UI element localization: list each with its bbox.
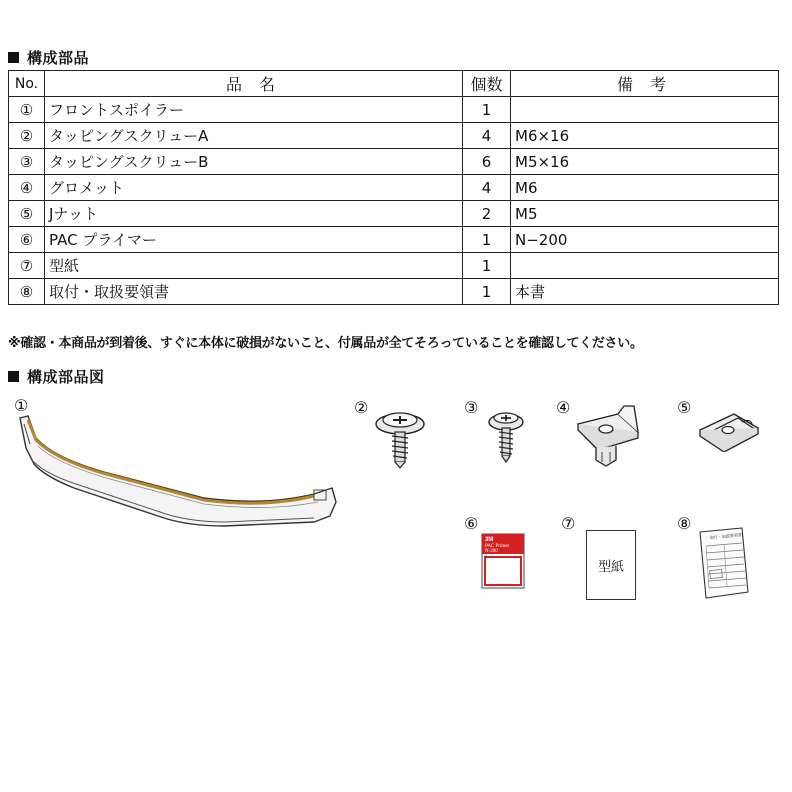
manual-illustration: [698, 526, 750, 600]
row-name: タッピングスクリューA: [45, 123, 463, 149]
row-no: ④: [9, 175, 45, 201]
row-remarks: [511, 97, 779, 123]
row-name: Jナット: [45, 201, 463, 227]
row-name: フロントスポイラー: [45, 97, 463, 123]
row-no: ①: [9, 97, 45, 123]
table-row: [9, 201, 779, 227]
figure-label-5: ⑤: [677, 398, 692, 417]
row-name: 取付・取扱要領書: [45, 279, 463, 305]
parts-section-title: 構成部品: [8, 47, 89, 68]
template-sheet-illustration: [586, 530, 636, 600]
row-remarks: M5: [511, 201, 779, 227]
parts-table: [8, 70, 779, 305]
inspection-note: ※確認・本商品が到着後、すぐに本体に破損がないこと、付属品が全てそろっていることを確認してください。: [8, 336, 643, 351]
table-header-row: [9, 71, 779, 97]
figure-label-8: ⑧: [677, 514, 692, 533]
table-row: [9, 97, 779, 123]
table-row: [9, 253, 779, 279]
figure-label-7: ⑦: [561, 514, 576, 533]
header-name: 品 名: [45, 71, 463, 97]
header-no: No.: [9, 71, 45, 97]
row-remarks: M6×16: [511, 123, 779, 149]
row-no: ③: [9, 149, 45, 175]
figure-label-1: ①: [14, 396, 29, 415]
figure-label-3: ③: [464, 398, 479, 417]
row-remarks: M5×16: [511, 149, 779, 175]
row-qty: 4: [463, 123, 511, 149]
square-bullet-icon: [8, 52, 19, 63]
row-qty: 6: [463, 149, 511, 175]
row-qty: 2: [463, 201, 511, 227]
row-no: ⑤: [9, 201, 45, 227]
table-row: [9, 175, 779, 201]
row-no: ⑧: [9, 279, 45, 305]
manual-cover-title: 取付・取扱要領書: [709, 532, 742, 540]
row-remarks: [511, 253, 779, 279]
row-no: ⑥: [9, 227, 45, 253]
header-qty: 個数: [463, 71, 511, 97]
row-no: ②: [9, 123, 45, 149]
parts-diagram-title: 構成部品図: [8, 366, 105, 387]
square-bullet-icon: [8, 371, 19, 382]
pac-primer-illustration: [481, 533, 525, 589]
table-row: [9, 149, 779, 175]
row-qty: 1: [463, 253, 511, 279]
template-sheet-label: 型紙: [597, 559, 624, 575]
row-qty: 4: [463, 175, 511, 201]
primer-brand: 3M: [485, 537, 494, 543]
table-row: [9, 279, 779, 305]
row-qty: 1: [463, 97, 511, 123]
table-row: [9, 227, 779, 253]
row-remarks: 本書: [511, 279, 779, 305]
front-spoiler-illustration: [14, 410, 344, 535]
row-name: グロメット: [45, 175, 463, 201]
primer-line1: PAC Primer: [485, 544, 510, 549]
row-qty: 1: [463, 279, 511, 305]
tapping-screw-b-illustration: [486, 408, 526, 464]
figure-label-4: ④: [556, 398, 571, 417]
row-no: ⑦: [9, 253, 45, 279]
row-remarks: M6: [511, 175, 779, 201]
j-nut-illustration: [696, 408, 764, 452]
tapping-screw-a-illustration: [372, 408, 428, 470]
figure-label-2: ②: [354, 398, 369, 417]
figure-label-6: ⑥: [464, 514, 479, 533]
row-name: PAC プライマー: [45, 227, 463, 253]
primer-line2: N-200: [485, 549, 498, 554]
row-qty: 1: [463, 227, 511, 253]
table-row: [9, 123, 779, 149]
row-remarks: N−200: [511, 227, 779, 253]
grommet-illustration: [572, 402, 644, 468]
row-name: タッピングスクリューB: [45, 149, 463, 175]
row-name: 型紙: [45, 253, 463, 279]
header-remarks: 備 考: [511, 71, 779, 97]
